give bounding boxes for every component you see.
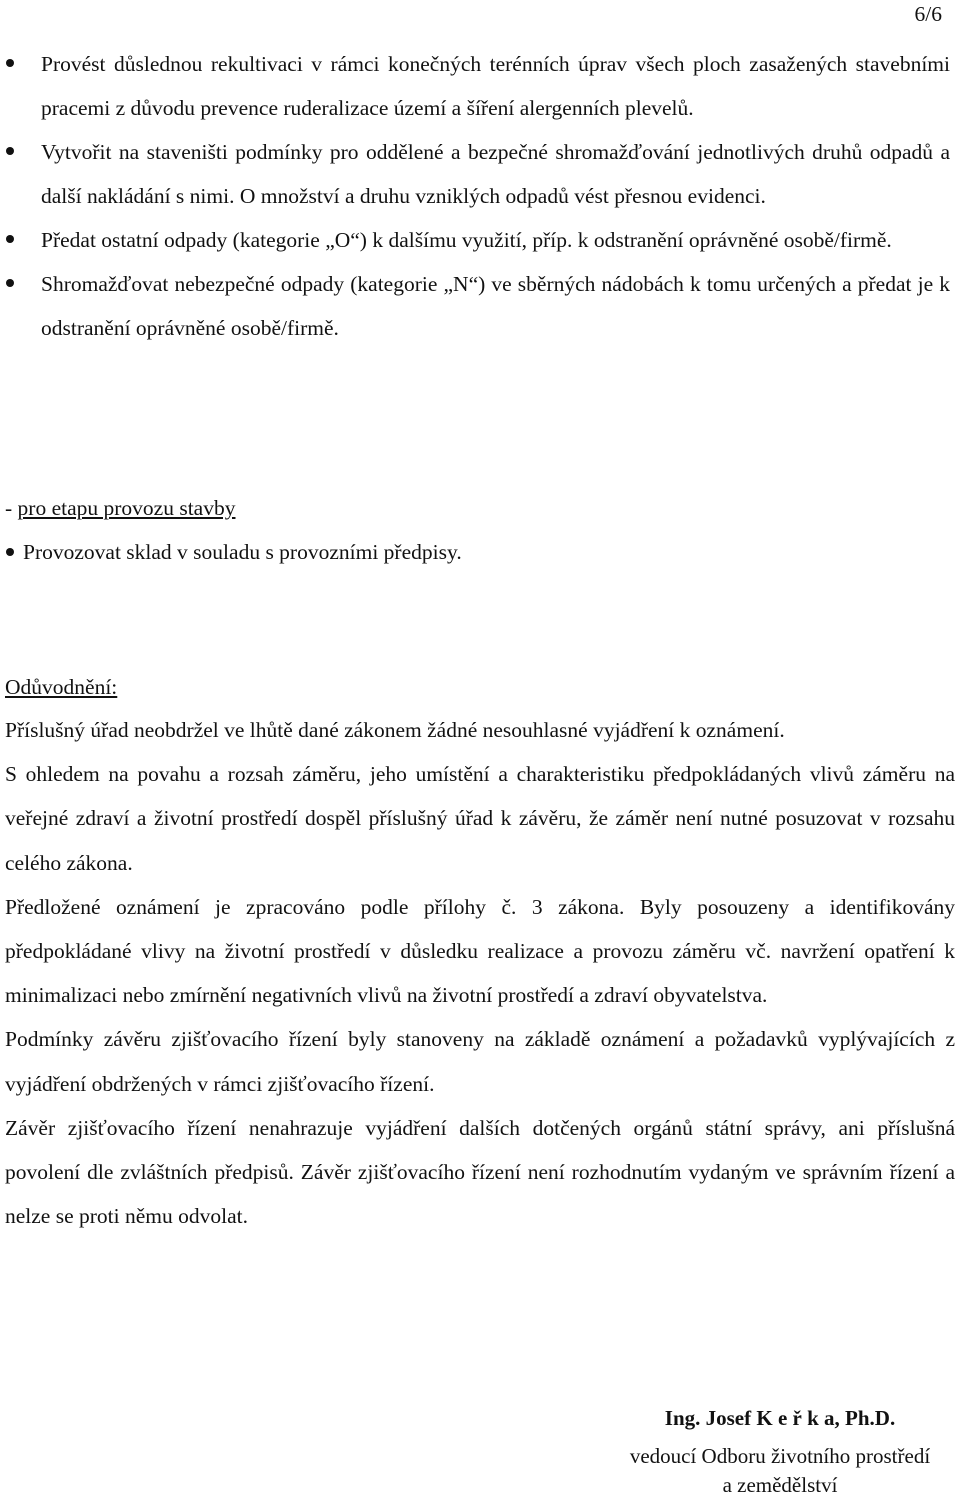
signatory-role-continued: a zemědělství (722, 1473, 838, 1497)
paragraph: Předložené oznámení je zpracováno podle přílohy č. 3 zákona. Byly posouzeny a identifikovány předpokládané vlivy na životní prostředí v důsledku realizace a provozu záměru vč. navržení opatření k minimalizaci nebo zmírnění negativních vlivů na životní prostředí a zdraví obyvatelstva. (5, 894, 955, 1008)
section-label: pro etapu provozu stavby (17, 496, 236, 520)
conditions-list (5, 42, 950, 350)
paragraph: Závěr zjišťovacího řízení nenahrazuje vyjádření dalších dotčených orgánů státní správy, ani příslušná povolení dle zvláštních předpisů. Závěr zjišťovacího řízení není rozhodnutím vydaným ve správním řízení a nelze se proti němu odvolat. (5, 1115, 955, 1229)
justification-heading: Odůvodnění: (5, 675, 118, 699)
section-subheading (5, 486, 235, 530)
list-item: Provozovat sklad v souladu s provozními předpisy. (5, 530, 462, 574)
justification-body (5, 708, 955, 1238)
paragraph: Podmínky závěru zjišťovacího řízení byly stanoveny na základě oznámení a požadavků vyplývajících z vyjádření obdržených v rámci zjišťovacího řízení. (5, 1027, 955, 1096)
signatory-name: Ing. Josef K e ř k a, Ph.D. (664, 1406, 896, 1430)
signatory-role: vedoucí Odboru životního prostředí (629, 1444, 931, 1468)
list-item: Předat ostatní odpady (kategorie „O“) k dalšímu využití, příp. k odstranění oprávněné osobě/firmě. (5, 218, 950, 262)
paragraph: S ohledem na povahu a rozsah záměru, jeho umístění a charakteristiku předpokládaných vlivů záměru na veřejné zdraví a životní prostředí dospěl příslušný úřad k závěru, že záměr není nutné posuzovat v rozsahu celého zákona. (5, 762, 955, 875)
paragraph: Příslušný úřad neobdržel ve lhůtě dané zákonem žádné nesouhlasné vyjádření k oznámení. (5, 718, 785, 742)
section-prefix: - (5, 496, 18, 520)
list-item: Provést důslednou rekultivaci v rámci konečných terénních úprav všech ploch zasažených stavebními pracemi z důvodu prevence ruderalizace území a šíření alergenních plevelů. (5, 42, 950, 130)
list-item: Shromažďovat nebezpečné odpady (kategorie „N“) ve sběrných nádobách k tomu určených a předat je k odstranění oprávněné osobě/firmě. (5, 262, 950, 350)
page-number: 6/6 (914, 2, 942, 26)
list-item: Vytvořit na staveništi podmínky pro oddělené a bezpečné shromažďování jednotlivých druhů odpadů a další nakládání s nimi. O množství a druhu vzniklých odpadů vést přesnou evidenci. (5, 130, 950, 218)
